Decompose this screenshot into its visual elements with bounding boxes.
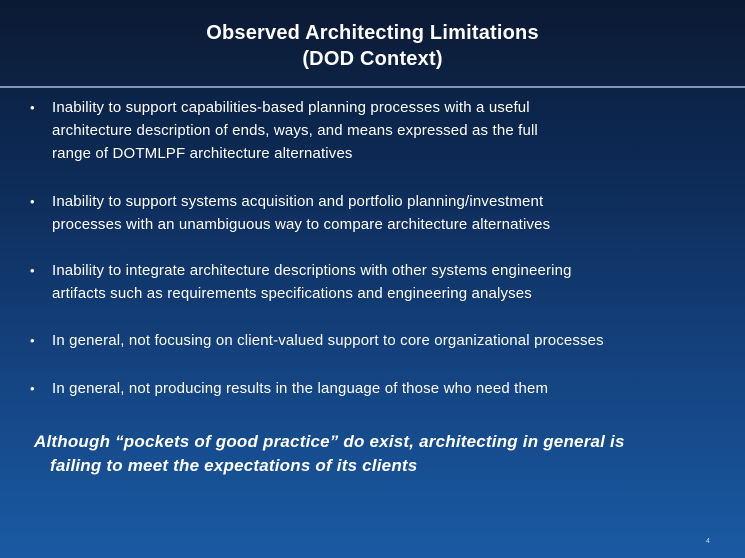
bullet-item-2 [30,190,550,236]
bullet-text-line: Inability to support capabilities-based planning processes with a useful [52,99,530,116]
summary-line-2: failing to meet the expectations of its clients [50,456,418,475]
bullet-text-line: Inability to integrate architecture descriptions with other systems engineering [52,262,572,279]
bullet-icon: • [30,194,35,209]
title-divider [0,86,745,88]
bullet-icon: • [30,381,35,396]
bullet-icon: • [30,263,35,278]
bullet-icon: • [30,100,35,115]
bullet-text-line: range of DOTMLPF architecture alternatives [52,145,353,162]
bullet-text-line: In general, not focusing on client-valued support to core organizational processes [52,332,604,349]
bullet-text-line: In general, not producing results in the language of those who need them [52,380,549,397]
bullet-text-line: Inability to support systems acquisition and portfolio planning/investment [52,193,544,210]
bullet-item-3 [30,259,572,305]
page-number: 4 [706,538,710,545]
summary-line-1: Although “pockets of good practice” do exist, architecting in general is [34,432,625,451]
slide-title-line-2: (DOD Context) [302,48,443,70]
bullet-item-5 [30,377,548,400]
slide-title-line-1: Observed Architecting Limitations [206,22,539,44]
summary-statement [34,430,625,478]
bullet-text-line: processes with an unambiguous way to compare architecture alternatives [52,216,551,233]
bullet-item-1 [30,96,538,165]
bullet-text-line: artifacts such as requirements specifications and engineering analyses [52,285,532,302]
bullet-text-line: architecture description of ends, ways, and means expressed as the full [52,122,538,139]
bullet-icon: • [30,333,35,348]
bullet-item-4 [30,329,604,352]
